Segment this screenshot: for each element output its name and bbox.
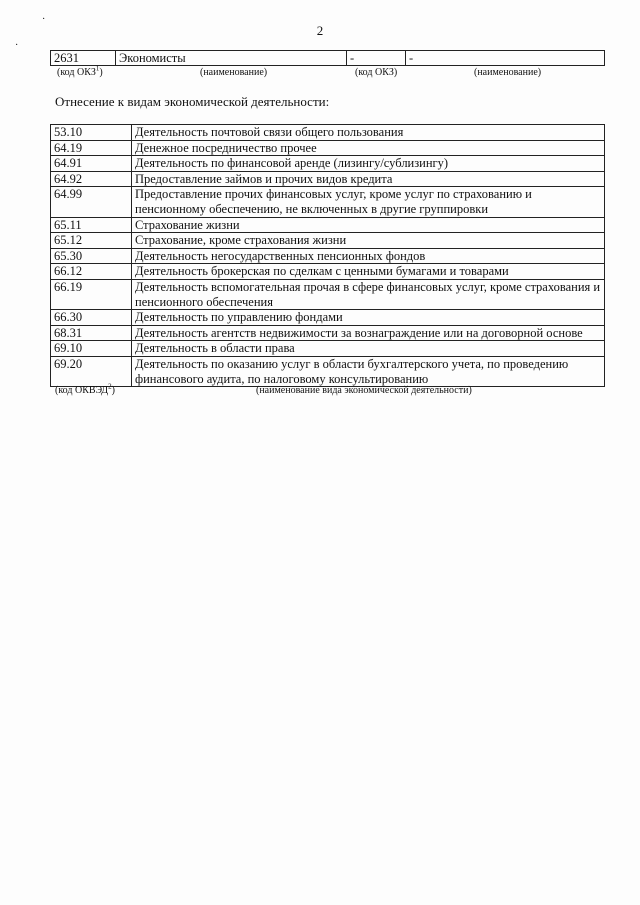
okved-code-cell: 69.20 [51,356,132,386]
table-row [51,140,605,156]
scan-mark: · [15,40,19,51]
okved-code-cell: 65.30 [51,248,132,264]
okved-code-cell: 64.99 [51,187,132,217]
okz-name-cell: Экономисты [116,51,347,66]
okved-code-cell: 66.30 [51,310,132,326]
table-row [51,264,605,280]
okz-code-caption [57,64,103,78]
table-row [51,325,605,341]
okved-name-cell: Деятельность негосударственных пенсионных фондов [132,248,605,264]
footnote-mark: 1 [95,64,100,73]
okved-name-cell: Предоставление займов и прочих видов кредита [132,171,605,187]
okved-name-cell: Деятельность вспомогательная прочая в сфере финансовых услуг, кроме страхования и пенсионного обеспечения [132,279,605,309]
footnote-mark: 2 [108,382,112,391]
okved-name-cell: Деятельность почтовой связи общего пользования [132,125,605,141]
okved-name-caption: (наименование вида экономической деятельности) [256,385,472,396]
okved-name-cell: Деятельность в области права [132,341,605,357]
okved-name-cell: Страхование, кроме страхования жизни [132,233,605,249]
okved-code-cell: 66.12 [51,264,132,280]
okved-code-caption-close: ) [111,385,115,396]
okved-code-cell: 64.92 [51,171,132,187]
table-row [51,171,605,187]
okz-code-caption-text: (код ОКЗ [57,67,96,78]
table-row [51,233,605,249]
table-row [51,248,605,264]
okz-code2-caption: (код ОКЗ) [355,67,398,78]
page-number: 2 [316,23,324,38]
okz-code2-cell: - [347,51,406,66]
okz-row [51,51,605,66]
table-row [51,310,605,326]
table-row [51,125,605,141]
okz-code-cell: 2631 [51,51,116,66]
okved-name-cell: Деятельность по финансовой аренде (лизингу/сублизингу) [132,156,605,172]
table-row [51,341,605,357]
okved-code-cell: 64.91 [51,156,132,172]
table-row [51,156,605,172]
okved-name-cell: Деятельность брокерская по сделкам с ценными бумагами и товарами [132,264,605,280]
okved-name-cell: Страхование жизни [132,217,605,233]
okz-code-caption-close: ) [99,67,103,78]
okved-code-cell: 66.19 [51,279,132,309]
scan-mark: · [42,14,46,25]
okved-code-cell: 65.11 [51,217,132,233]
okved-name-cell: Предоставление прочих финансовых услуг, кроме услуг по страхованию и пенсионному обеспечению, не включенных в другие группировки [132,187,605,217]
okved-code-caption-text: (код ОКВЭД [55,385,109,396]
okved-code-cell: 53.10 [51,125,132,141]
okved-code-cell: 64.19 [51,140,132,156]
okved-name-cell: Деятельность по управлению фондами [132,310,605,326]
okz-name-caption: (наименование) [200,67,268,78]
okved-code-caption [55,382,115,396]
table-row [51,217,605,233]
okz-name2-caption: (наименование) [474,67,542,78]
okved-heading: Отнесение к видам экономической деятельности: [55,94,330,109]
okved-table [50,124,605,387]
table-row [51,356,605,386]
okved-table-body [51,125,605,387]
okz-name2-cell: - [406,51,605,66]
okved-name-cell: Денежное посредничество прочее [132,140,605,156]
okved-code-cell: 65.12 [51,233,132,249]
okz-table [50,50,605,66]
okved-code-cell: 68.31 [51,325,132,341]
okved-name-cell: Деятельность по оказанию услуг в области бухгалтерского учета, по проведению финансового аудита, по налоговому консультированию [132,356,605,386]
okved-name-cell: Деятельность агентств недвижимости за вознаграждение или на договорной основе [132,325,605,341]
table-row [51,187,605,217]
okved-code-cell: 69.10 [51,341,132,357]
table-row [51,279,605,309]
